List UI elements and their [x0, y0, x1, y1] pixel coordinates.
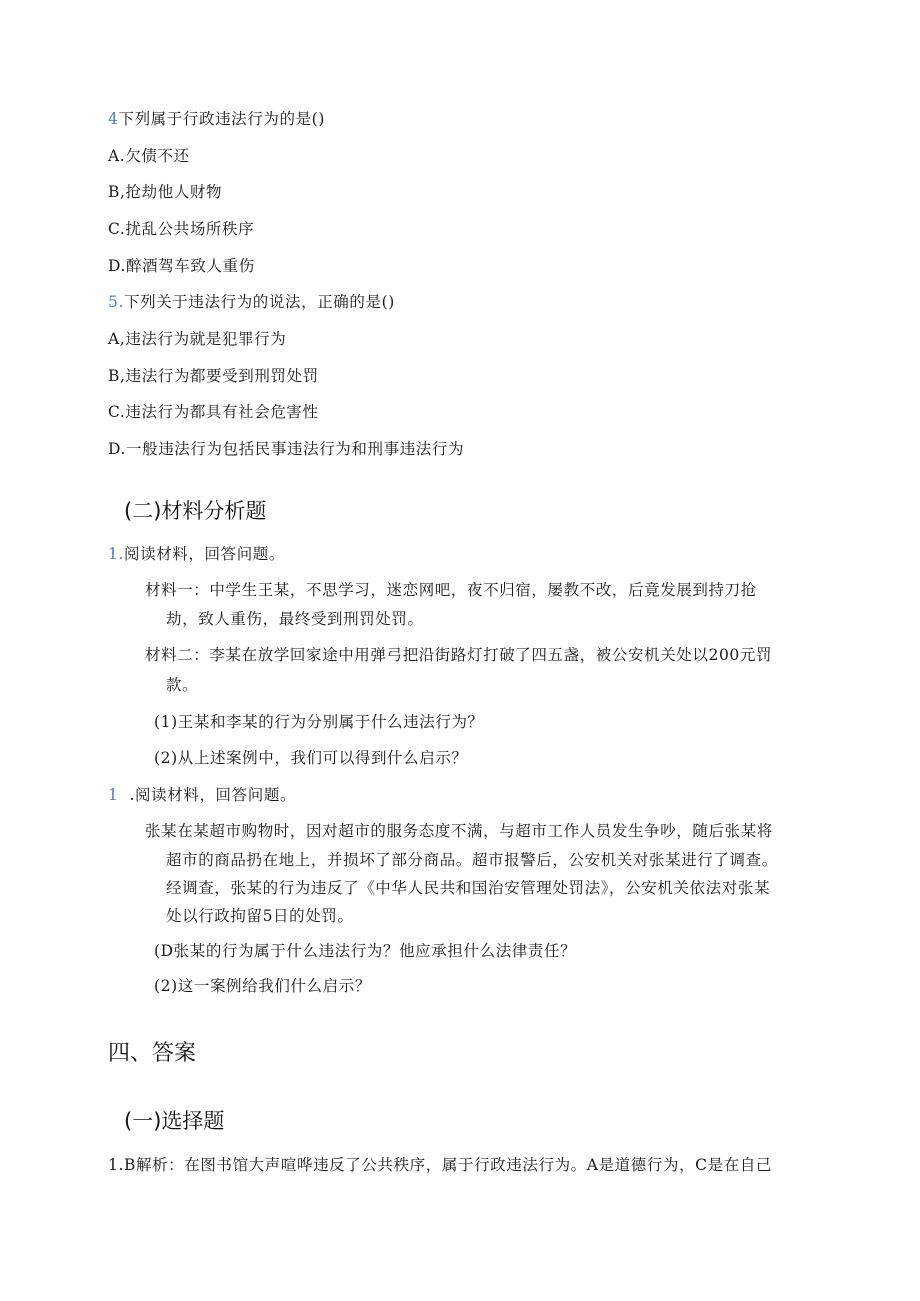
question-number: 1 [108, 786, 119, 804]
material-line: 张某在某超市购物时，因对超市的服务态度不满，与超市工作人员发生争吵，随后张某将 [145, 822, 773, 840]
material-line: 经调查，张某的行为违反了《中华人民共和国治安管理处罚法》，公安机关依法对张某 [166, 879, 771, 897]
option-c: C.扰乱公共场所秩序 [108, 220, 255, 238]
material-line: 处以行政拘留5日的处罚。 [166, 907, 354, 925]
option-a: A.欠债不还 [108, 147, 190, 165]
option-a: A,违法行为就是犯罪行为 [108, 330, 287, 348]
question-number: 4 [108, 110, 119, 128]
question-number: 1. [108, 545, 124, 563]
option-c: C.违法行为都具有社会危害性 [108, 403, 319, 421]
option-b: B,违法行为都要受到刑罚处罚 [108, 367, 319, 385]
sub-question: (2)从上述案例中，我们可以得到什么启示？ [154, 749, 468, 767]
material-two-line: 材料二：李某在放学回家途中用弹弓把沿街路灯打破了四五盏，被公安机关处以200元罚 [145, 646, 773, 664]
sub-question: (D张某的行为属于什么违法行为？他应承担什么法律责任？ [154, 942, 577, 960]
question-5-stem: 5.下列关于违法行为的说法，正确的是() [108, 293, 395, 311]
answer-1: 1.B解析：在图书馆大声喧哗违反了公共秩序，属于行政违法行为。A是道德行为，C是在自己 [108, 1156, 773, 1174]
question-number: 5. [108, 293, 124, 311]
section-heading-answers: 四、答案 [108, 1041, 197, 1066]
option-b: B,抢劫他人财物 [108, 183, 223, 201]
section-heading-material-analysis: (二)材料分析题 [124, 499, 267, 523]
material-line: 超市的商品扔在地上，并损坏了部分商品。超市报警后，公安机关对张某进行了调查。 [166, 851, 778, 869]
option-d: D.醉酒驾车致人重伤 [108, 257, 255, 275]
question-4-stem: 4下列属于行政违法行为的是() [108, 110, 325, 128]
material-two-line: 款。 [166, 676, 199, 694]
sub-question: (1)王某和李某的行为分别属于什么违法行为？ [154, 713, 484, 731]
material-question-1-prompt: 1.阅读材料，回答问题。 [108, 545, 286, 563]
material-question-2-prompt: 1 .阅读材料，回答问题。 [108, 786, 297, 804]
section-heading-choice: (一)选择题 [124, 1109, 225, 1133]
sub-question: (2)这一案例给我们什么启示？ [154, 977, 371, 995]
material-one-line: 劫，致人重伤，最终受到刑罚处罚。 [166, 610, 424, 628]
material-one-line: 材料一：中学生王某，不思学习，迷恋网吧，夜不归宿，屡教不改，后竟发展到持刀抢 [145, 581, 757, 599]
option-d: D.一般违法行为包括民事违法行为和刑事违法行为 [108, 440, 465, 458]
